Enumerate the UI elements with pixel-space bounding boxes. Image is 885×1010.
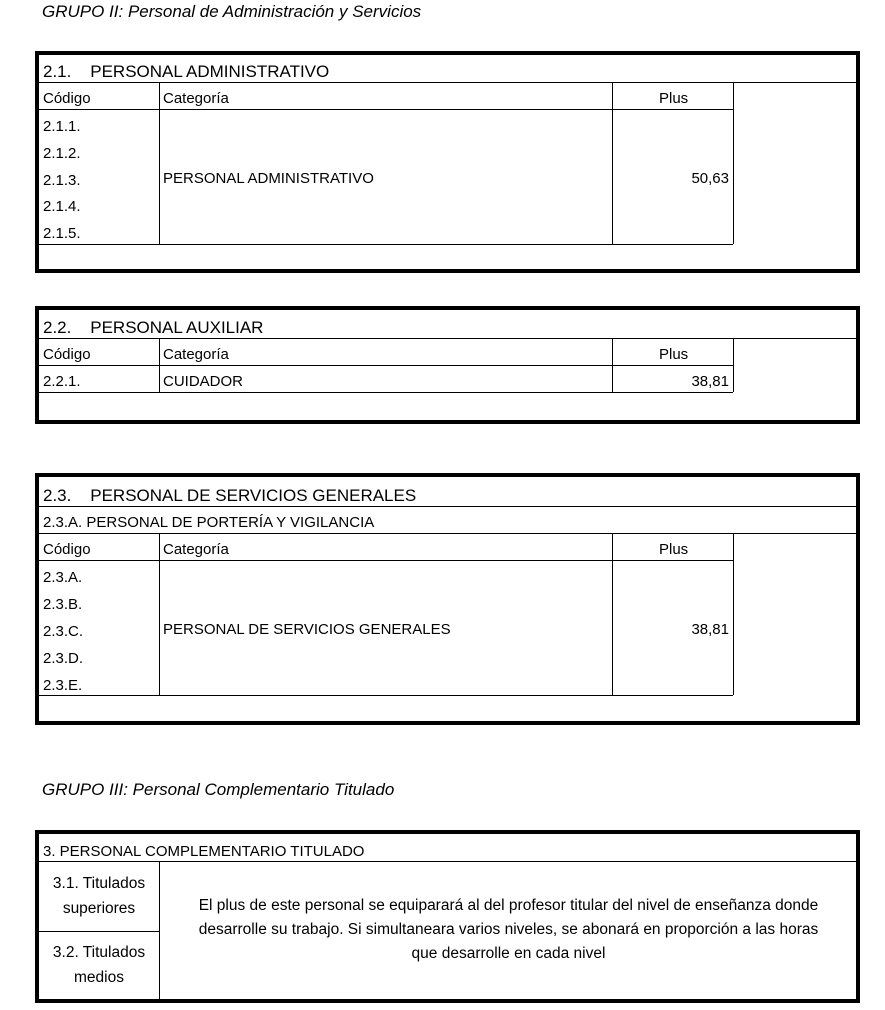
label-line: 3.2. Titulados	[52, 944, 146, 961]
divider	[159, 82, 160, 244]
section-2-1-title: 2.1. PERSONAL ADMINISTRATIVO	[43, 62, 330, 81]
titulados-superiores-label	[39, 871, 159, 921]
header-plus: Plus	[659, 90, 689, 107]
plus-value: 50,63	[691, 170, 729, 187]
divider	[159, 533, 160, 695]
header-category: Categoría	[163, 541, 229, 558]
divider	[612, 82, 613, 244]
code-cell: 2.3.E.	[43, 677, 83, 694]
divider	[733, 533, 734, 695]
code-cell: 2.3.B.	[43, 596, 83, 613]
section-3-table	[35, 830, 860, 1003]
plus-value: 38,81	[691, 373, 729, 390]
divider	[733, 338, 734, 392]
code-cell: 2.1.3.	[43, 172, 81, 189]
code-cell: 2.3.D.	[43, 650, 84, 667]
divider	[39, 506, 856, 507]
divider	[39, 109, 733, 110]
category-cell: PERSONAL ADMINISTRATIVO	[163, 170, 374, 187]
divider	[39, 392, 733, 393]
code-cell: 2.1.4.	[43, 198, 81, 215]
code-cell: 2.1.5.	[43, 225, 81, 242]
description-line: que desarrolle en cada nivel	[411, 945, 606, 962]
category-cell: PERSONAL DE SERVICIOS GENERALES	[163, 621, 451, 638]
section-2-3-title: 2.3. PERSONAL DE SERVICIOS GENERALES	[43, 486, 417, 505]
section-2-3-table	[35, 473, 860, 725]
section-2-2-table	[35, 306, 860, 424]
label-line: 3.1. Titulados	[52, 875, 146, 892]
divider	[39, 365, 733, 366]
divider	[612, 533, 613, 695]
group-2-heading: GRUPO II: Personal de Administración y Servicios	[42, 2, 422, 21]
header-code: Código	[43, 346, 91, 363]
category-cell: CUIDADOR	[163, 373, 244, 390]
divider	[733, 82, 734, 244]
section-2-3-subtitle: 2.3.A. PERSONAL DE PORTERÍA Y VIGILANCIA	[43, 514, 375, 531]
divider	[159, 338, 160, 392]
header-category: Categoría	[163, 346, 229, 363]
titulados-medios-label	[39, 940, 159, 990]
divider	[39, 861, 856, 862]
header-code: Código	[43, 90, 91, 107]
header-code: Código	[43, 541, 91, 558]
header-plus: Plus	[659, 346, 689, 363]
label-line: superiores	[62, 900, 136, 917]
divider	[39, 931, 159, 932]
section-2-1-table	[35, 51, 860, 273]
description-line: El plus de este personal se equiparará al del profesor titular del nivel de enseñanza donde	[198, 897, 819, 914]
section-3-title: 3. PERSONAL COMPLEMENTARIO TITULADO	[43, 843, 365, 860]
divider	[39, 695, 733, 696]
section-2-2-title: 2.2. PERSONAL AUXILIAR	[43, 318, 264, 337]
divider	[39, 244, 733, 245]
code-cell: 2.3.C.	[43, 623, 84, 640]
code-cell: 2.3.A.	[43, 569, 83, 586]
label-line: medios	[74, 969, 124, 986]
code-cell: 2.1.2.	[43, 145, 81, 162]
plus-description	[161, 894, 856, 966]
header-plus: Plus	[659, 541, 689, 558]
group-3-heading: GRUPO III: Personal Complementario Titulado	[42, 780, 395, 799]
code-cell: 2.2.1.	[43, 373, 81, 390]
description-line: desarrolle su trabajo. Si simultaneara varios niveles, se abonará en proporción a las horas	[198, 921, 819, 938]
plus-value: 38,81	[691, 621, 729, 638]
header-category: Categoría	[163, 90, 229, 107]
divider	[159, 861, 160, 999]
divider	[39, 560, 733, 561]
code-cell: 2.1.1.	[43, 118, 81, 135]
